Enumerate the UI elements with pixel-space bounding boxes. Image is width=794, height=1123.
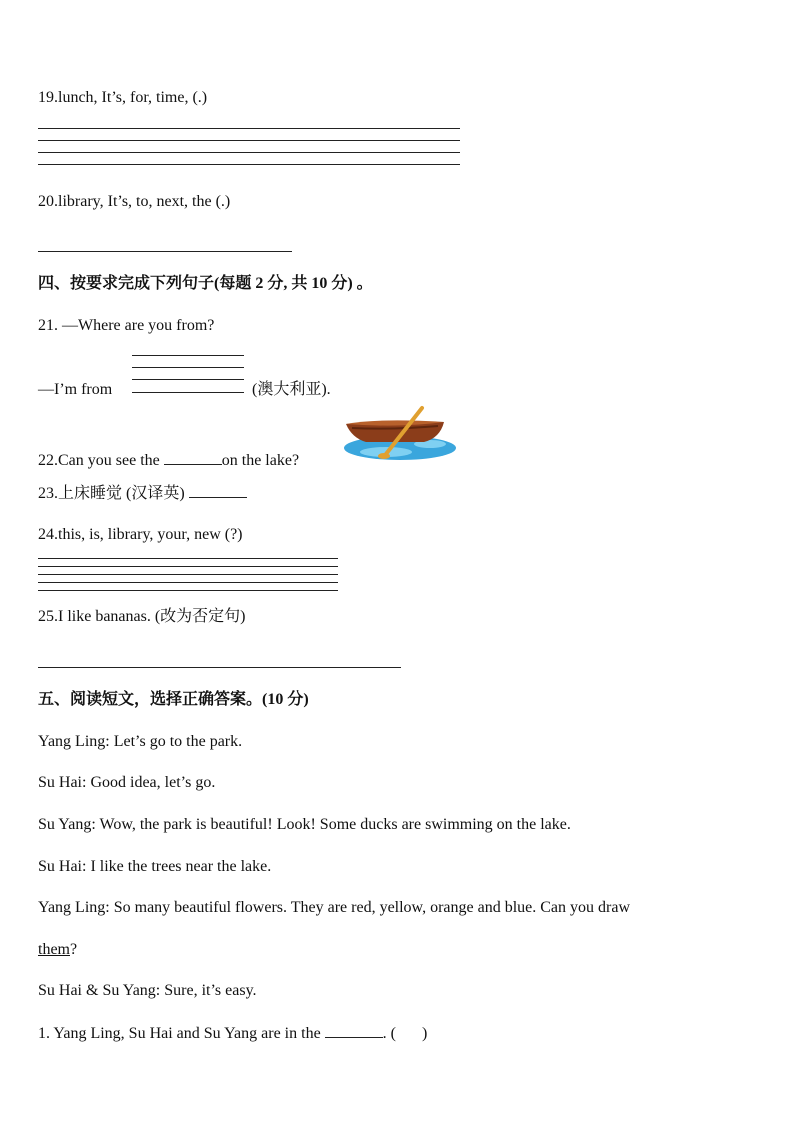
q24-answer-line-2[interactable] [38,566,338,567]
section-4-title: 四、按要求完成下列句子(每题 2 分, 共 10 分) 。 [38,275,373,292]
q21-blank-line-4[interactable] [132,392,244,393]
q20-prompt: 20.library, It’s, to, next, the (.) [38,193,231,210]
dialogue-line-6 [38,940,77,960]
q24-answer-line-5[interactable] [38,590,338,591]
mc-question-1 [38,1023,427,1044]
q24-prompt: 24.this, is, library, your, new (?) [38,526,243,543]
underlined-word-them: them [38,941,70,958]
mc1-before: 1. Yang Ling, Su Hai and Su Yang are in the [38,1025,321,1042]
q24-answer-line-1[interactable] [38,558,338,559]
q23-blank[interactable] [189,483,247,498]
q24-answer-line-4[interactable] [38,582,338,583]
q19-answer-line-3[interactable] [38,152,460,153]
dialogue-line-3: Su Yang: Wow, the park is beautiful! Look! Some ducks are swimming on the lake. [38,816,571,833]
q21-blank-line-3[interactable] [132,379,244,380]
q21-answer-prefix: —I’m from [38,381,113,398]
mc1-after: . ( [382,1025,396,1042]
q23-sentence [38,483,247,504]
q25-prompt: 25.I like bananas. (改为否定句) [38,608,246,625]
dialogue-line-7: Su Hai & Su Yang: Sure, it’s easy. [38,982,257,999]
q19-answer-line-4[interactable] [38,164,460,165]
q21-blank-line-2[interactable] [132,367,244,368]
dialogue-line-1: Yang Ling: Let’s go to the park. [38,733,243,750]
mc1-close: ) [422,1025,428,1042]
q25-answer-line[interactable] [38,667,401,668]
q22-before: 22.Can you see the [38,452,160,469]
q22-sentence [38,450,299,471]
dialogue-line-2: Su Hai: Good idea, let’s go. [38,774,216,791]
q21-answer-hint: (澳大利亚). [252,381,331,398]
q19-answer-line-1[interactable] [38,128,460,129]
q23-prompt: 23.上床睡觉 (汉译英) [38,485,185,502]
q20-answer-line[interactable] [38,251,292,252]
dialogue-line-6-end: ? [70,941,78,958]
dialogue-line-4: Su Hai: I like the trees near the lake. [38,858,272,875]
dialogue-line-5: Yang Ling: So many beautiful flowers. They are red, yellow, orange and blue. Can you draw [38,899,631,916]
q22-after: on the lake? [221,452,300,469]
section-5-title: 五、阅读短文，选择正确答案。(10 分) [38,691,309,708]
q19-prompt: 19.lunch, It’s, for, time, (.) [38,89,208,106]
q22-blank[interactable] [164,450,222,465]
q21-question: 21. —Where are you from? [38,317,215,334]
rowboat-icon [340,404,460,466]
mc1-blank[interactable] [325,1023,383,1038]
q24-answer-line-3[interactable] [38,574,338,575]
q21-blank-line-1[interactable] [132,355,244,356]
q19-answer-line-2[interactable] [38,140,460,141]
